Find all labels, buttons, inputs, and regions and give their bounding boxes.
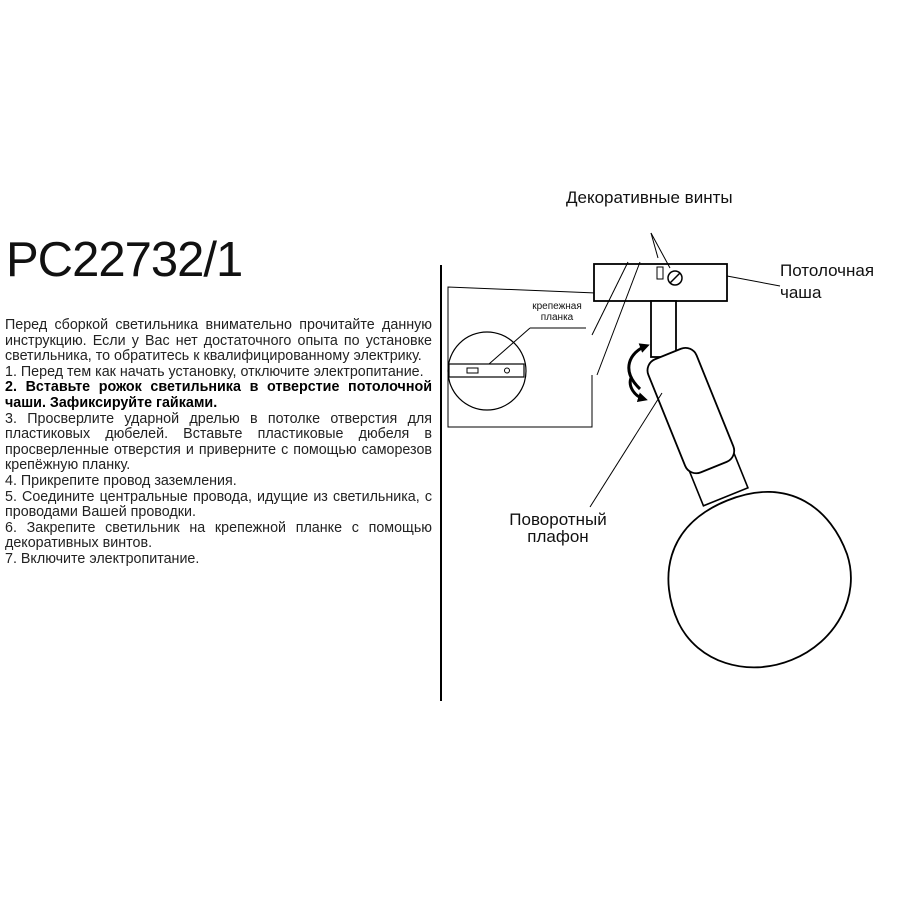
instruction-step-4: 4. Прикрепите провод заземления. bbox=[5, 472, 237, 489]
instruction-step-1: 1. Перед тем как начать установку, отключите электропитание. bbox=[5, 363, 424, 380]
ceiling-cup-label: Потолочная чаша bbox=[780, 261, 875, 302]
instruction-intro: Перед сборкой светильника внимательно прочитайте данную инструкцию. Если у Вас нет достаточного опыта по установке светильника, то обратитесь к квалифицированному электрику. bbox=[5, 317, 432, 365]
rotation-arrow-icon bbox=[629, 346, 646, 399]
rotating-shade bbox=[584, 320, 877, 694]
mounting-plate-label: крепежная планка bbox=[532, 301, 582, 323]
shade-leader-line bbox=[590, 393, 662, 507]
instruction-step-5: 5. Соедините центральные провода, идущие из светильника, с проводами Вашей проводки. bbox=[5, 488, 432, 521]
socket-housing bbox=[644, 344, 738, 477]
instruction-step-2: 2. Вставьте рожок светильника в отверстие потолочной чаши. Зафиксируйте гайками. bbox=[5, 379, 432, 411]
ceiling-cup bbox=[594, 264, 780, 301]
decorative-screws-label: Декоративные винты bbox=[566, 188, 733, 207]
mounting-plate-bar bbox=[449, 364, 524, 377]
instruction-step-3: 3. Просверлите ударной дрелью в потолке отверстия для пластиковых дюбелей. Вставьте пластиковые дюбеля в просверленные отверстия и приверните с помощью саморезов крепёжную планку. bbox=[5, 410, 432, 474]
instruction-step-6: 6. Закрепите светильник на крепежной планке с помощью декоративных винтов. bbox=[5, 519, 432, 552]
lamp-stem bbox=[651, 301, 676, 357]
rotating-shade-label: Поворотный плафон bbox=[509, 510, 607, 546]
instruction-step-7: 7. Включите электропитание. bbox=[5, 550, 200, 567]
ceiling-cup-leader bbox=[727, 276, 780, 286]
product-code-title: PC22732/1 bbox=[6, 233, 243, 287]
globe-bulb bbox=[643, 466, 876, 694]
